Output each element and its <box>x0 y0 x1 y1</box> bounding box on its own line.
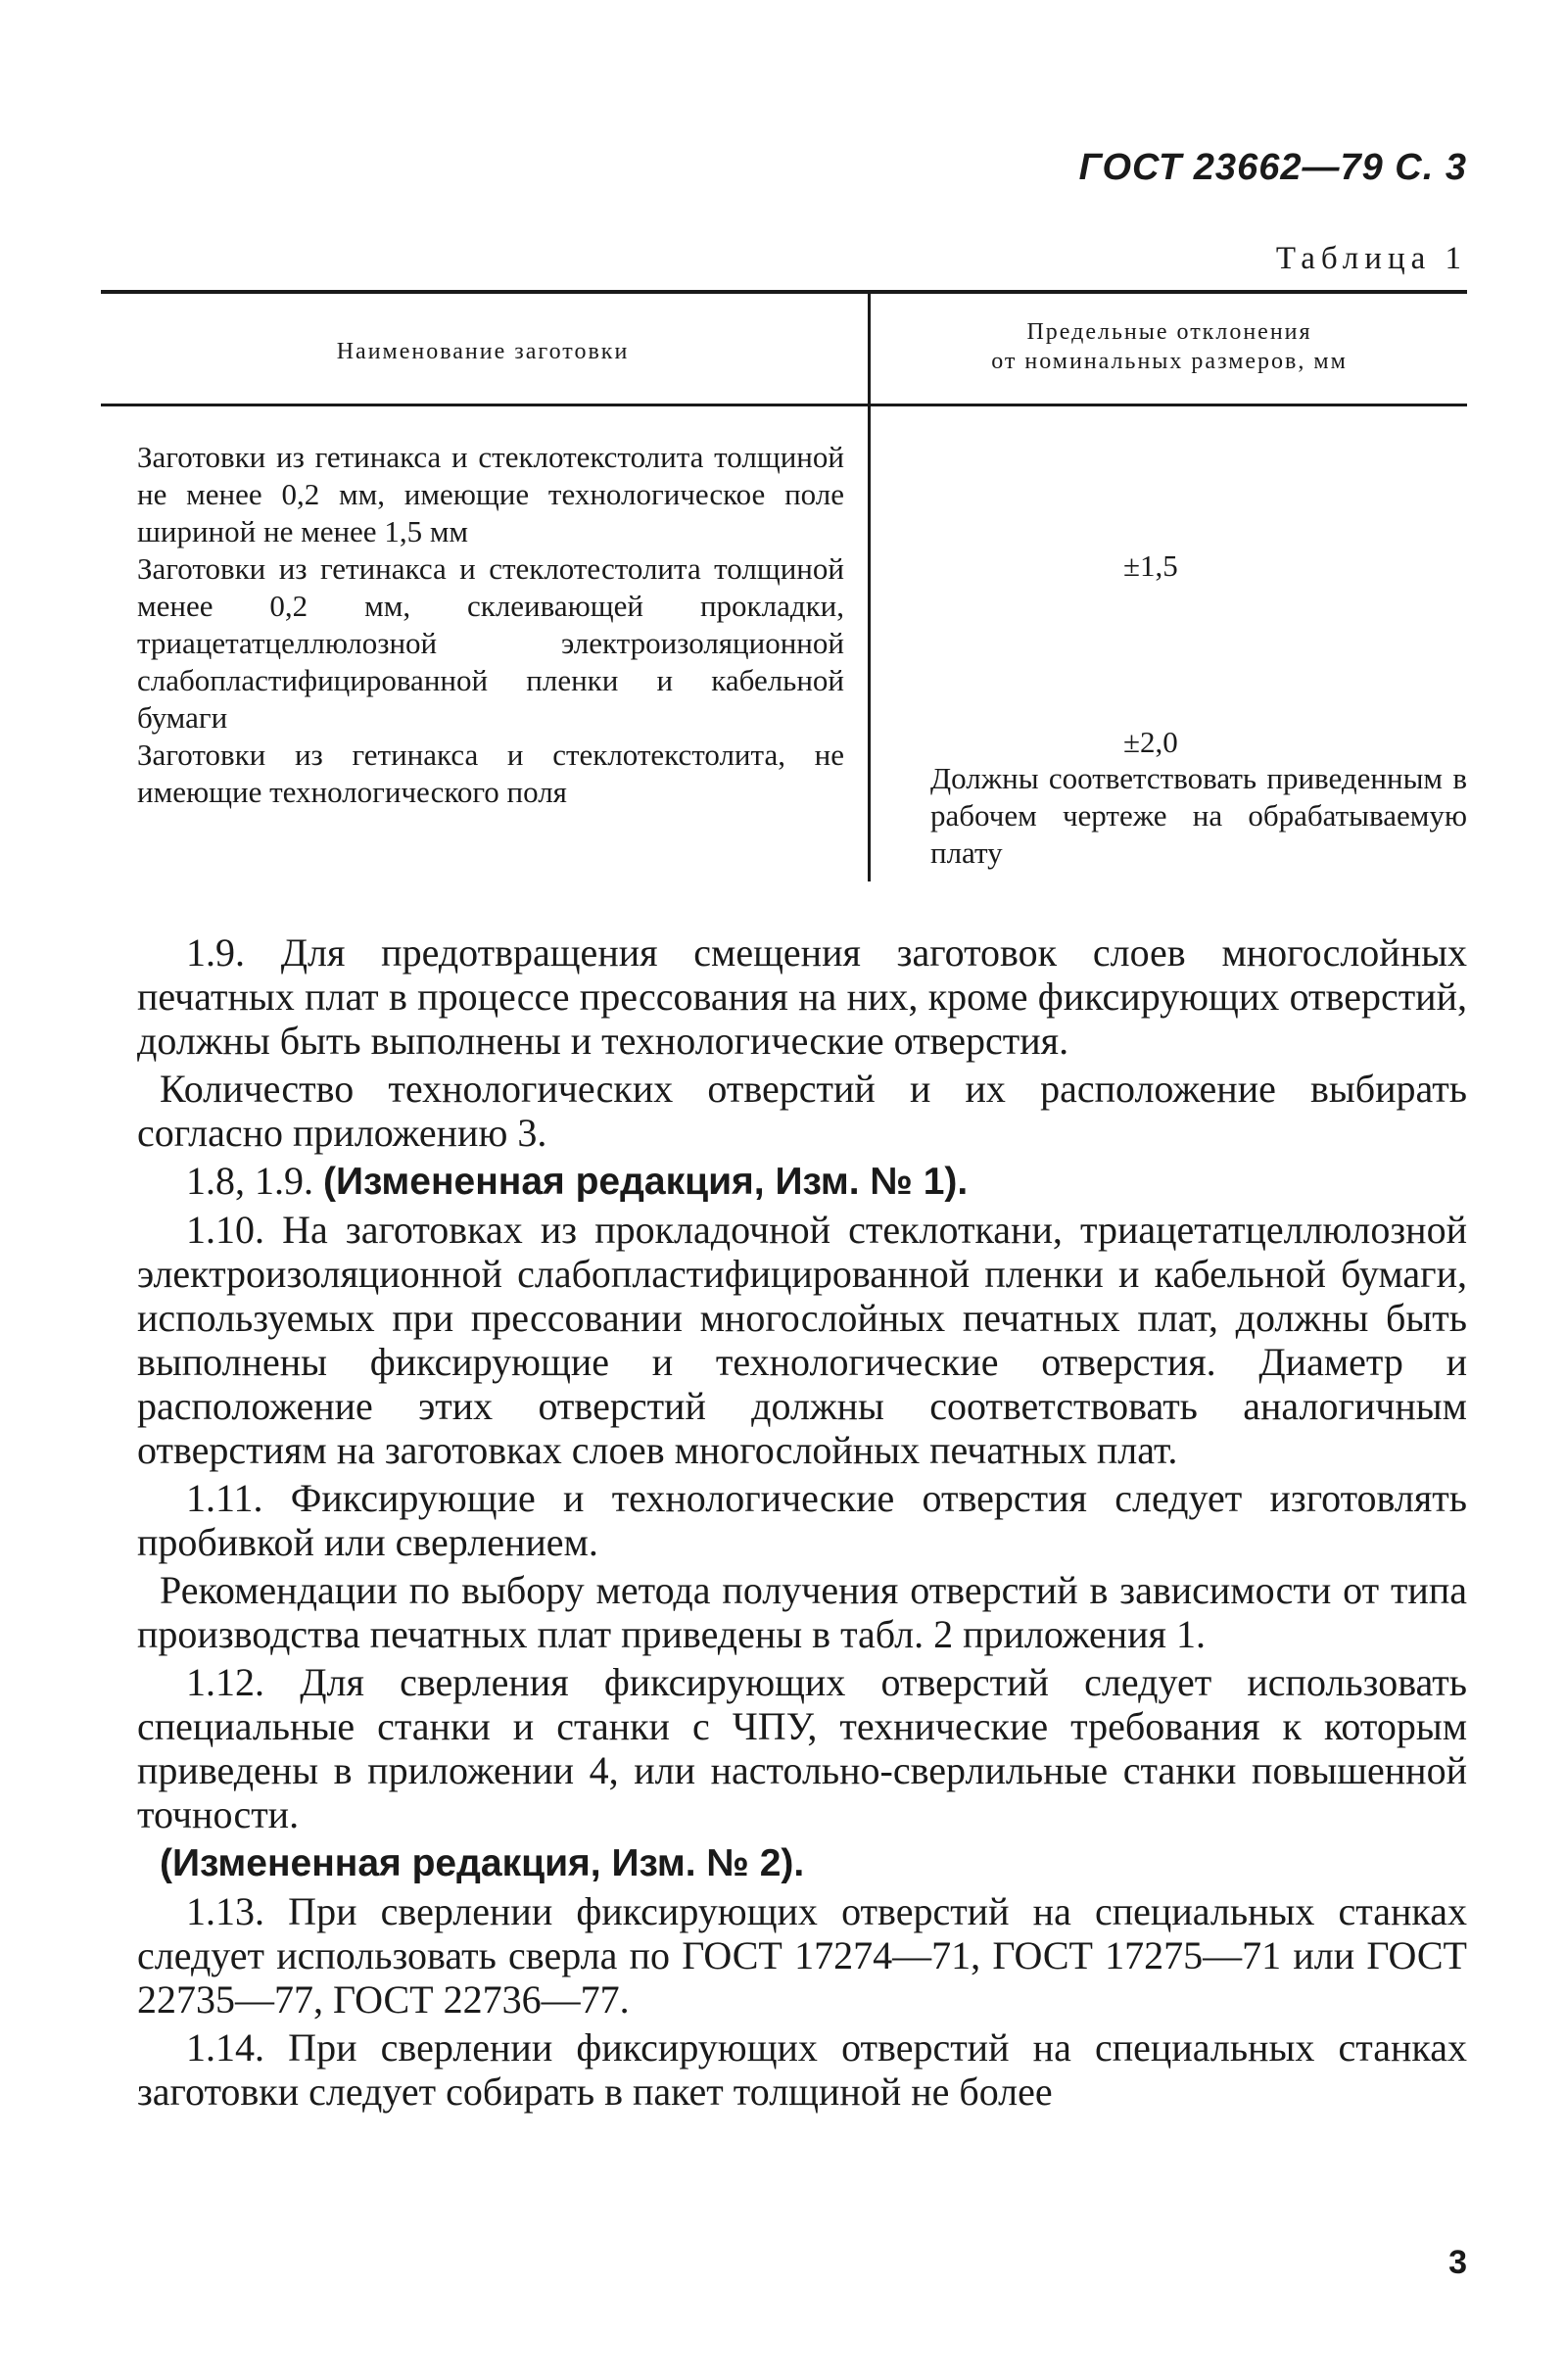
table-header-name: Наименование заготовки <box>336 339 630 364</box>
page-header: ГОСТ 23662—79 С. 3 <box>1078 147 1467 188</box>
table-name-column <box>137 439 844 811</box>
paragraph-amendment-1 <box>137 1159 1467 1204</box>
table-row-2-name: Заготовки из гетинакса и стеклотестолита толщиной менее 0,2 мм, склеивающей прокладки, триацетатцеллюлозной электроизоляционной слабопластифицированной пленки и кабельной бумаги <box>137 551 844 735</box>
table-header-deviation-line2: от номинальных размеров, мм <box>991 349 1348 374</box>
paragraph-amendment-2 <box>137 1840 1467 1885</box>
page-number: 3 <box>1448 2244 1467 2281</box>
amendment-2-note: (Измененная редакция, Изм. № 2). <box>160 1842 805 1884</box>
paragraph-1-14: 1.14. При сверлении фиксирующих отверстий на специальных станках заготовки следует собирать в пакет толщиной не более <box>137 2025 1467 2114</box>
table-row-3-value: Должны соответствовать приведенным в рабочем чертеже на обрабатываемую плату <box>930 761 1467 870</box>
table-row-1-name: Заготовки из гетинакса и стеклотекстолита толщиной не менее 0,2 мм, имеющие технологическое поле шириной не менее 1,5 мм <box>137 440 844 548</box>
amendment-1-note: (Измененная редакция, Изм. № 1). <box>323 1161 969 1203</box>
paragraph-1-12: 1.12. Для сверления фиксирующих отверстий следует использовать специальные станки и станки с ЧПУ, технические требования к которым приведены в приложении 4, или настольно-сверлильные станки повышенной точности. <box>137 1660 1467 1836</box>
table-column-divider <box>868 294 871 881</box>
amendment-1-items: 1.8, 1.9. <box>186 1159 323 1203</box>
table-caption: Таблица 1 <box>1275 241 1467 276</box>
body-text <box>137 930 1467 2118</box>
table-row-3-name: Заготовки из гетинакса и стеклотекстолита, не имеющие технологического поля <box>137 738 844 809</box>
table-top-rule <box>101 290 1467 294</box>
paragraph-1-9-count: Количество технологических отверстий и их расположение выбирать согласно приложению 3. <box>137 1067 1467 1155</box>
table-row-2-value: ±2,0 <box>1123 725 1178 759</box>
table-row-1-value: ±1,5 <box>1123 548 1178 583</box>
table-header-deviation-line1: Предельные отклонения <box>1026 319 1312 345</box>
paragraph-1-13: 1.13. При сверлении фиксирующих отверстий на специальных станках следует использовать сверла по ГОСТ 17274—71, ГОСТ 17275—71 или ГОСТ 22735—77, ГОСТ 22736—77. <box>137 1889 1467 2022</box>
table-header-deviation <box>872 317 1467 376</box>
paragraph-1-9: 1.9. Для предотвращения смещения заготовок слоев многослойных печатных плат в процессе прессования на них, кроме фиксирующих отверстий, должны быть выполнены и технологические отверстия. <box>137 930 1467 1063</box>
table-header-rule <box>101 404 1467 406</box>
paragraph-1-10: 1.10. На заготовках из прокладочной стеклоткани, триацетатцеллюлозной электроизоляционной слабопластифицированной пленки и кабельной бумаги, используемых при прессовании многослойных печатных плат, должны быть выполнены фиксирующие и технологические отверстия. Диаметр и расположение этих отверстий должны соответствовать аналогичным отверстиям на заготовках слоев многослойных печатных плат. <box>137 1208 1467 1472</box>
paragraph-1-11-recommendations: Рекомендации по выбору метода получения отверстий в зависимости от типа производства печатных плат приведены в табл. 2 приложения 1. <box>137 1568 1467 1656</box>
paragraph-1-11: 1.11. Фиксирующие и технологические отверстия следует изготовлять пробивкой или сверлением. <box>137 1476 1467 1564</box>
